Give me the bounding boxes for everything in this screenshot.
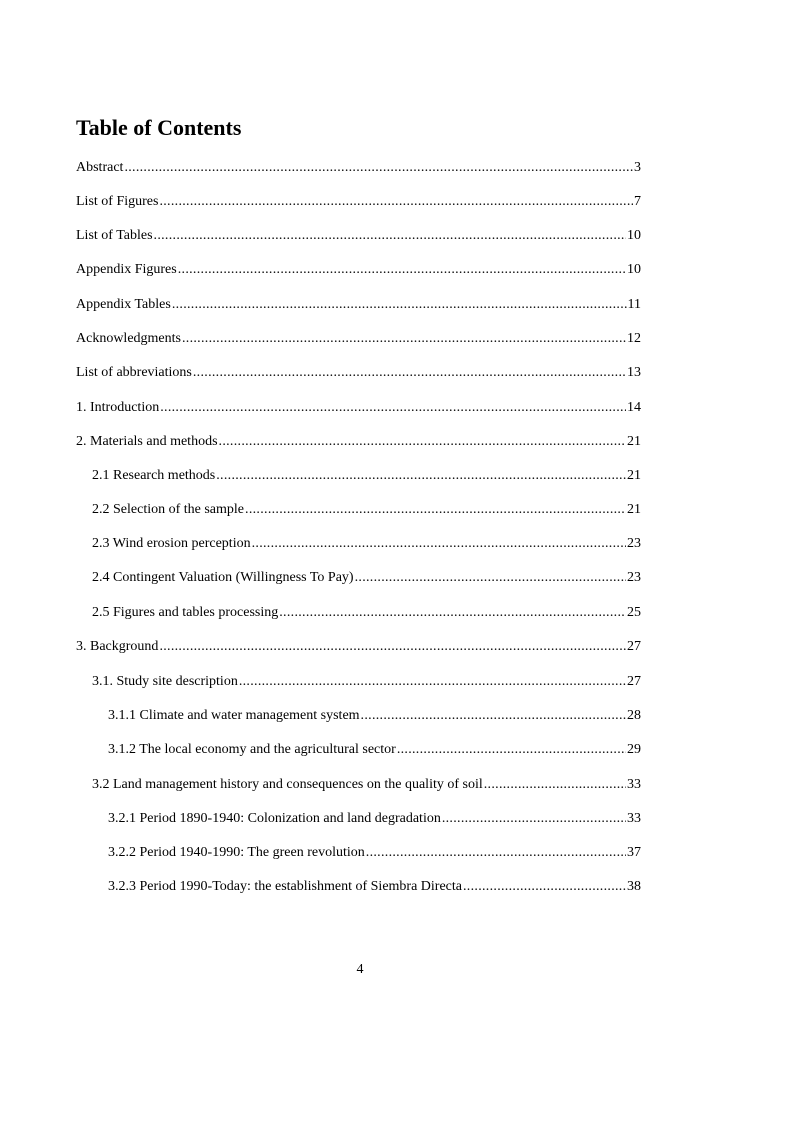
toc-entry-text: 3.2 Land management history and consequences on the quality of soil [92,777,483,792]
toc-entry[interactable] [108,843,641,863]
toc-leader [355,568,626,588]
toc-entry[interactable] [76,398,641,418]
toc-entry[interactable] [92,568,641,588]
toc-entry-text: Appendix Tables [76,297,171,312]
toc-entry-text: 1. Introduction [76,400,160,415]
toc-entry[interactable] [92,466,641,486]
toc-leader [219,432,626,452]
toc-entry[interactable] [76,158,641,178]
toc-leader [193,363,626,383]
toc-entry-page: 38 [627,879,641,894]
toc-leader [172,295,627,315]
toc-leader [463,877,626,897]
toc-entry[interactable] [76,192,641,212]
toc-entry-page: 27 [627,639,641,654]
toc-leader [484,775,626,795]
toc-entry[interactable] [92,775,641,795]
page-title: Table of Contents [76,115,242,140]
toc-entry[interactable] [76,432,641,452]
toc-leader [216,466,626,486]
toc-entry-text: 2.1 Research methods [92,468,216,483]
toc-leader [160,398,626,418]
toc-entry-text: 3. Background [76,639,159,654]
toc-entry-text: 2.3 Wind erosion perception [92,536,251,551]
toc-entry-text: 3.1. Study site description [92,674,238,689]
toc-entry-text: Abstract [76,160,124,175]
toc-entry[interactable] [108,706,641,726]
toc-leader [159,192,633,212]
toc-entry[interactable] [92,603,641,623]
toc-leader [124,158,633,178]
toc-entry[interactable] [76,363,641,383]
toc-entry-page: 10 [627,262,641,277]
toc-leader [279,603,626,623]
toc-entry-text: 3.1.2 The local economy and the agricultural sector [108,742,396,757]
toc-entry-text: 2.2 Selection of the sample [92,502,245,517]
toc-leader [397,740,626,760]
toc-entry[interactable] [92,534,641,554]
toc-entry-page: 37 [627,845,641,860]
toc-entry-page: 21 [627,502,641,517]
toc-entry[interactable] [76,329,641,349]
toc-leader [252,534,626,554]
toc-entry[interactable] [108,809,641,829]
toc-entry[interactable] [76,637,641,657]
toc-entry-text: 2.4 Contingent Valuation (Willingness To Pay) [92,570,354,585]
toc-entry-page: 23 [627,570,641,585]
toc-leader [366,843,626,863]
toc-entry[interactable] [92,672,641,692]
toc-entry[interactable] [76,295,641,315]
toc-leader [239,672,626,692]
toc-entry-page: 10 [627,228,641,243]
toc-entry-page: 13 [627,365,641,380]
toc-entry-page: 29 [627,742,641,757]
page-number: 4 [356,962,364,977]
toc-entry-page: 7 [634,194,641,209]
toc-leader [442,809,626,829]
toc-entry[interactable] [76,226,641,246]
toc-entry-page: 23 [627,536,641,551]
toc-leader [159,637,626,657]
toc-entry-page: 11 [627,297,641,312]
toc-entry-text: 2.5 Figures and tables processing [92,605,279,620]
toc-entry-page: 28 [627,708,641,723]
toc-entry-text: 3.2.1 Period 1890-1940: Colonization and land degradation [108,811,441,826]
toc-entry-text: 3.2.3 Period 1990-Today: the establishment of Siembra Directa [108,879,462,894]
toc-entry-text: 2. Materials and methods [76,434,218,449]
toc-entry-page: 27 [627,674,641,689]
toc-entry-text: List of Tables [76,228,153,243]
toc-entry[interactable] [108,740,641,760]
toc-entry-page: 33 [627,777,641,792]
toc-entry-page: 21 [627,468,641,483]
toc-entry-page: 14 [627,400,641,415]
toc-leader [361,706,626,726]
toc-entry[interactable] [92,500,641,520]
toc-entry-page: 25 [627,605,641,620]
toc-entry-page: 33 [627,811,641,826]
toc-leader [154,226,626,246]
toc-entry-text: List of abbreviations [76,365,192,380]
toc-leader [178,260,626,280]
toc-entry-text: 3.1.1 Climate and water management system [108,708,360,723]
toc-entry[interactable] [108,877,641,897]
toc-entry-text: List of Figures [76,194,159,209]
toc-entry-page: 21 [627,434,641,449]
toc-entry-text: Appendix Figures [76,262,177,277]
toc-entry-text: 3.2.2 Period 1940-1990: The green revolution [108,845,365,860]
toc-entry-page: 12 [627,331,641,346]
toc-entry-page: 3 [634,160,641,175]
toc-leader [245,500,626,520]
toc-leader [182,329,626,349]
toc-entry-text: Acknowledgments [76,331,181,346]
toc-entry[interactable] [76,260,641,280]
